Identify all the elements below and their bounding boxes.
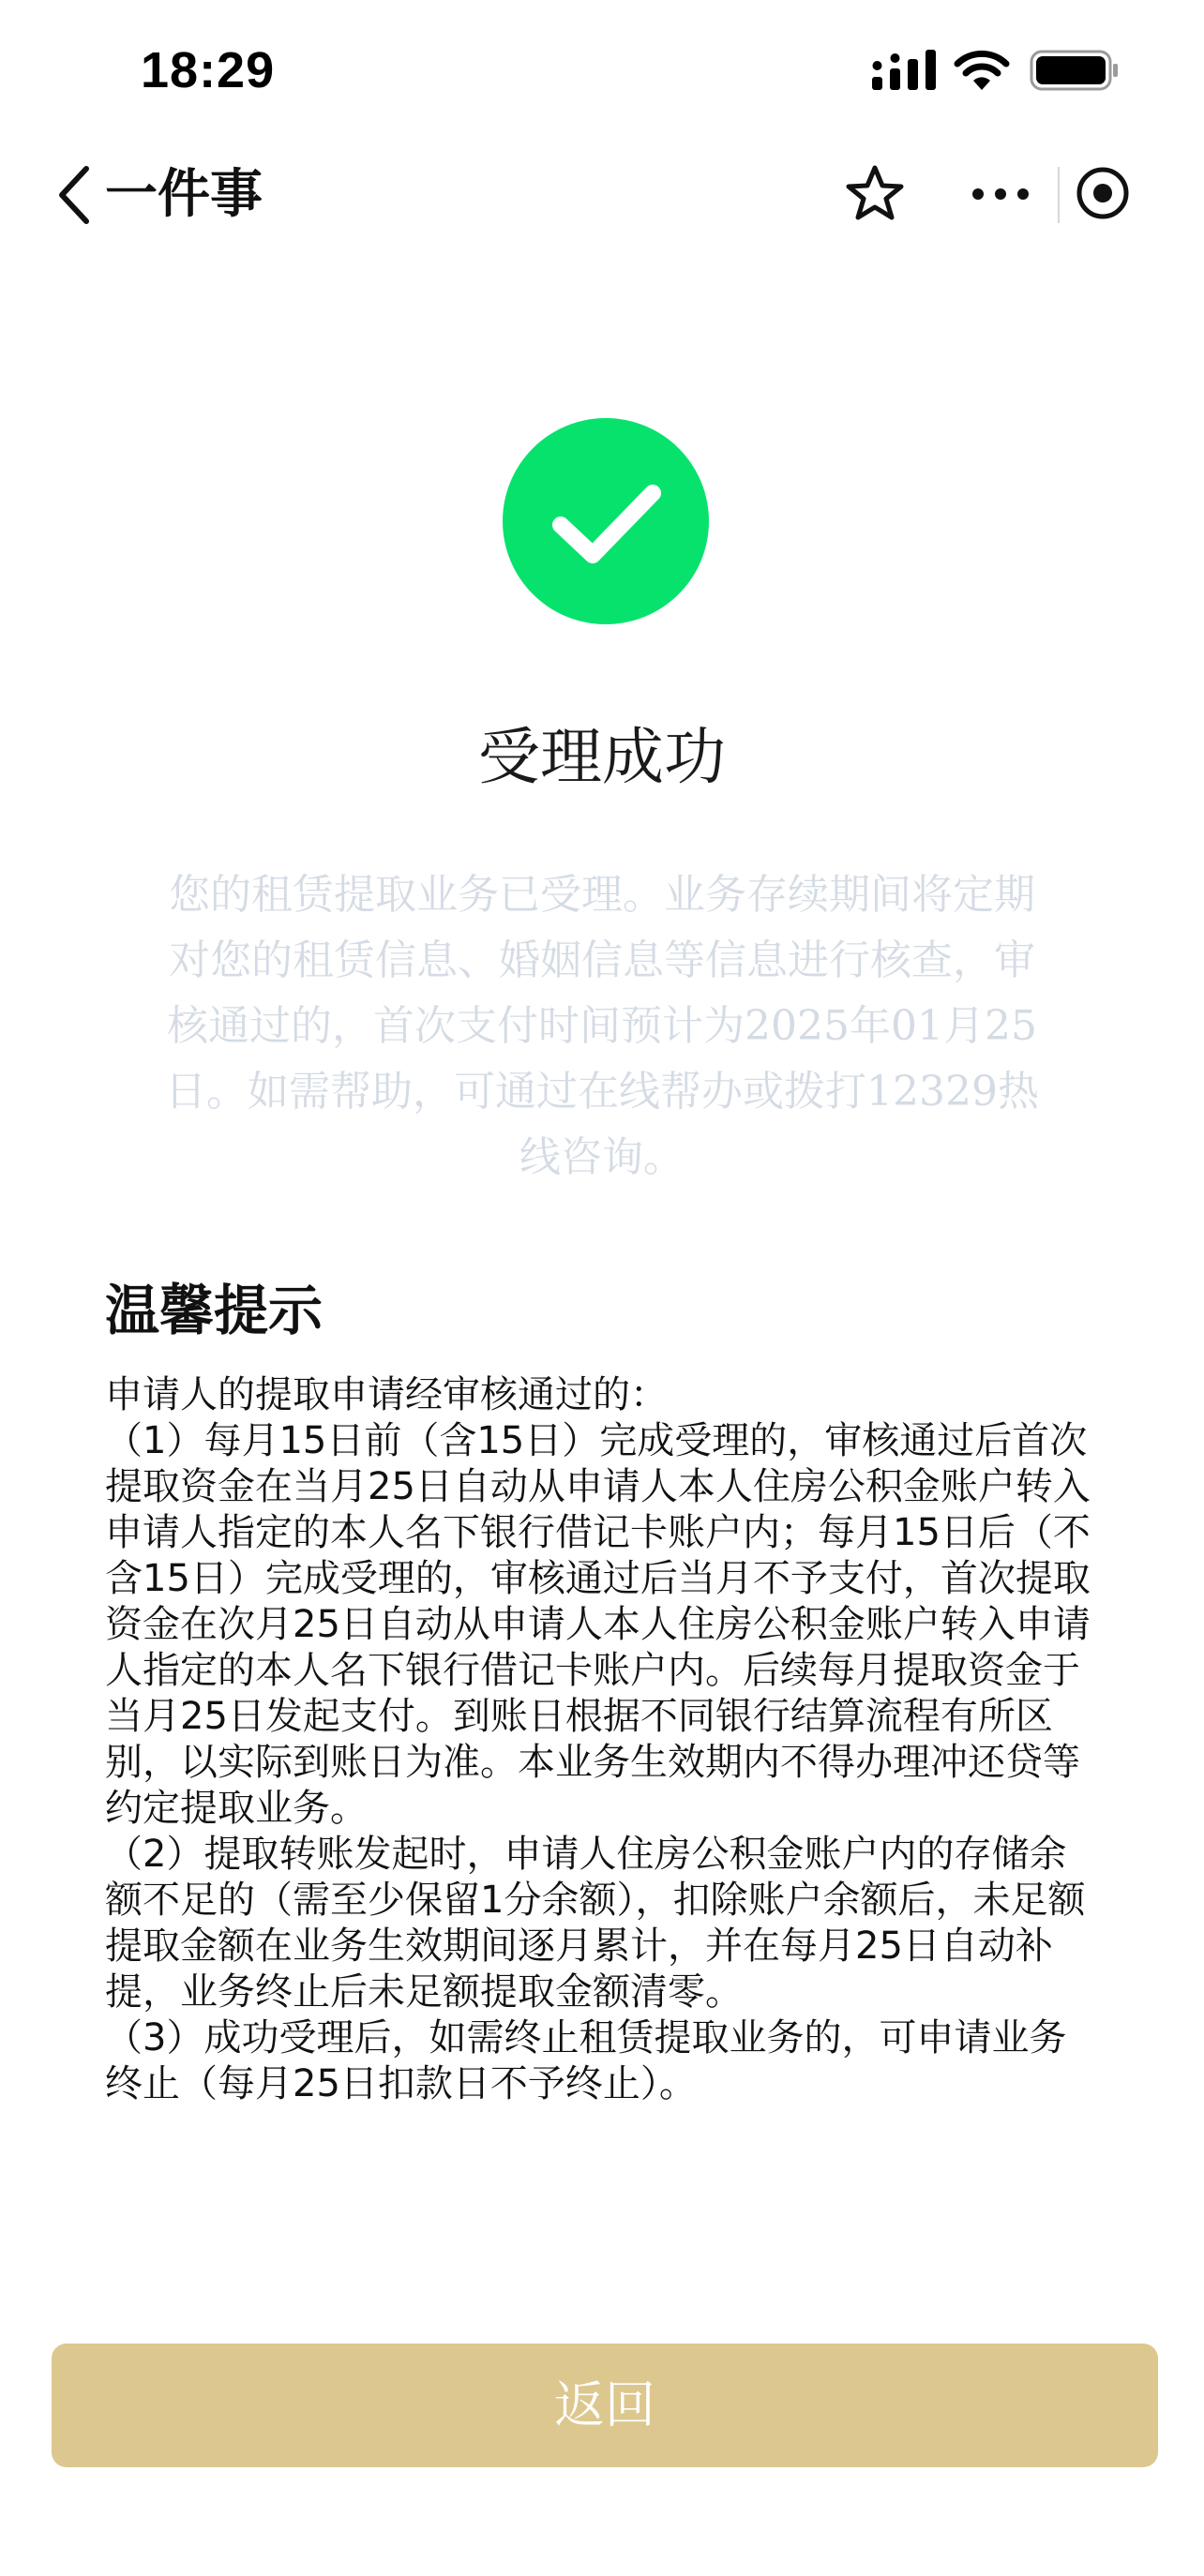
- chevron-left-icon[interactable]: [53, 163, 98, 227]
- result-description: 您的租赁提取业务已受理。业务存续期间将定期对您的租赁信息、婚姻信息等信息进行核查，审核通过的，首次支付时间预计为2025年01月25日。如需帮助，可通过在线帮办或拨打12329热线咨询。: [165, 871, 1039, 1181]
- cellular-signal-icon: [872, 49, 936, 92]
- record-icon[interactable]: [1075, 165, 1131, 221]
- star-icon[interactable]: [844, 163, 906, 225]
- result-title: 受理成功: [478, 721, 726, 793]
- tips-body: [105, 1372, 1103, 2107]
- tips-item: （3）成功受理后，如需终止租赁提取业务的，可申请业务终止（每月25日扣款日不予终止）。: [105, 2016, 1067, 2105]
- status-bar: [0, 0, 1204, 141]
- nav-divider: [1058, 167, 1060, 223]
- status-time: 18:29: [141, 42, 276, 98]
- return-button[interactable]: 返回: [52, 2344, 1158, 2467]
- tips-intro: 申请人的提取申请经审核通过的：: [105, 1373, 668, 1416]
- battery-icon: [1030, 49, 1120, 92]
- tips-item: （1）每月15日前（含15日）完成受理的，审核通过后首次提取资金在当月25日自动从申请人本人住房公积金账户转入申请人指定的本人名下银行借记卡账户内；每月15日后（不含15日）完成受理的，审核通过后当月不予支付，首次提取资金在次月25日自动从申请人本人住房公积金账户转入申请人指定的本人名下银行借记卡账户内。后续每月提取资金于当月25日发起支付。到账日根据不同银行结算流程有所区别，以实际到账日为准。本业务生效期内不得办理冲还贷等约定提取业务。: [105, 1419, 1091, 1830]
- nav-bar: [0, 141, 1204, 249]
- tips-title: 温馨提示: [105, 1279, 324, 1342]
- more-icon[interactable]: [970, 178, 1031, 210]
- tips-item: （2）提取转账发起时，申请人住房公积金账户内的存储余额不足的（需至少保留1分余额），扣除账户余额后，未足额提取金额在业务生效期间逐月累计，并在每月25日自动补提，业务终止后未足额提取金额清零。: [105, 1833, 1086, 2014]
- wifi-icon: [953, 47, 1011, 92]
- check-circle-icon: [503, 418, 709, 624]
- page-title: 一件事: [105, 164, 263, 225]
